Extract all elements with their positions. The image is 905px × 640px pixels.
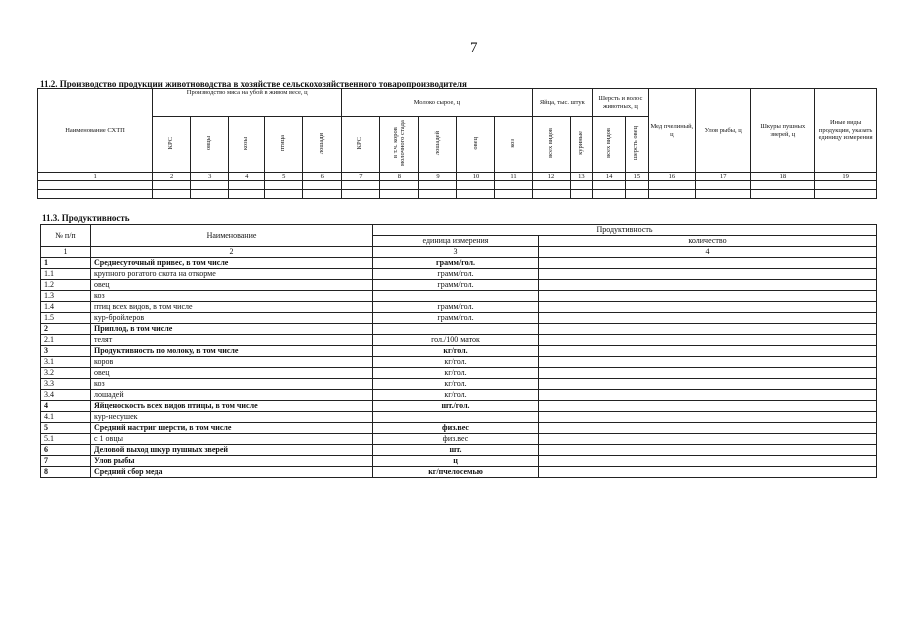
- row-name: с 1 овцы: [91, 434, 373, 445]
- col-number-7: 7: [342, 173, 380, 181]
- empty-cell[interactable]: [38, 190, 153, 199]
- empty-cell[interactable]: [419, 181, 457, 190]
- row-name: кур-бройлеров: [91, 313, 373, 324]
- col-header-productivity: Продуктивность: [373, 225, 877, 236]
- row-unit: физ.вес: [373, 434, 539, 445]
- col-number-1: 1: [38, 173, 153, 181]
- empty-cell[interactable]: [495, 190, 532, 199]
- empty-cell[interactable]: [815, 190, 877, 199]
- table-row: [41, 324, 877, 335]
- subheader-cell: [570, 117, 593, 173]
- subheader-wool-2: шерсть овец: [632, 126, 640, 161]
- empty-row: [38, 190, 877, 199]
- subheader-cell: [380, 117, 419, 173]
- row-quantity[interactable]: [539, 335, 877, 346]
- livestock-production-table: [37, 88, 877, 199]
- row-num: 6: [41, 445, 91, 456]
- col-number-18: 18: [751, 173, 815, 181]
- row-name: кур-несушек: [91, 412, 373, 423]
- table-row: [41, 379, 877, 390]
- empty-cell[interactable]: [532, 181, 570, 190]
- row-name: овец: [91, 368, 373, 379]
- row-quantity[interactable]: [539, 346, 877, 357]
- col-number-4: 4: [229, 173, 265, 181]
- empty-cell[interactable]: [751, 190, 815, 199]
- table-row: [41, 423, 877, 434]
- col-header-other: Иные виды продукции, указать единицу измерения: [815, 89, 877, 173]
- row-quantity[interactable]: [539, 467, 877, 478]
- empty-cell[interactable]: [191, 181, 229, 190]
- row-unit: физ.вес: [373, 423, 539, 434]
- table-row: [41, 412, 877, 423]
- empty-cell[interactable]: [695, 190, 751, 199]
- subheader-cell: [495, 117, 532, 173]
- row-num: 2: [41, 324, 91, 335]
- row-quantity[interactable]: [539, 280, 877, 291]
- col-header-num: № п/п: [41, 225, 91, 247]
- row-quantity[interactable]: [539, 291, 877, 302]
- col-number-5: 5: [265, 173, 303, 181]
- empty-cell[interactable]: [648, 190, 695, 199]
- table-row: [41, 291, 877, 302]
- subheader-meat-3: козы: [242, 136, 250, 150]
- empty-cell[interactable]: [229, 190, 265, 199]
- col-header-unit: единица измерения: [373, 236, 539, 247]
- row-num: 1.1: [41, 269, 91, 280]
- productivity-table: [40, 224, 877, 478]
- subheader-cell: [265, 117, 303, 173]
- row-num: 8: [41, 467, 91, 478]
- col-number: 2: [91, 247, 373, 258]
- table-row: [41, 368, 877, 379]
- col-header-honey: Мед пчелиный, ц: [648, 89, 695, 173]
- row-num: 4.1: [41, 412, 91, 423]
- table-row: [41, 269, 877, 280]
- row-quantity[interactable]: [539, 258, 877, 269]
- row-num: 1.4: [41, 302, 91, 313]
- subheader-milk-3: лошадей: [433, 131, 441, 156]
- row-quantity[interactable]: [539, 434, 877, 445]
- table-row: [41, 258, 877, 269]
- col-number: 1: [41, 247, 91, 258]
- row-name: овец: [91, 280, 373, 291]
- row-name: телят: [91, 335, 373, 346]
- row-unit: кг/гол.: [373, 357, 539, 368]
- row-num: 3.2: [41, 368, 91, 379]
- row-unit: грамм/гол.: [373, 280, 539, 291]
- row-quantity[interactable]: [539, 324, 877, 335]
- row-num: 1: [41, 258, 91, 269]
- col-number-19: 19: [815, 173, 877, 181]
- subheader-milk-5: коз: [509, 138, 517, 148]
- row-unit: [373, 291, 539, 302]
- col-header-name: Наименование: [91, 225, 373, 247]
- row-unit: грамм/гол.: [373, 313, 539, 324]
- empty-cell[interactable]: [495, 181, 532, 190]
- row-quantity[interactable]: [539, 269, 877, 280]
- empty-cell[interactable]: [191, 190, 229, 199]
- row-num: 3.1: [41, 357, 91, 368]
- section-11-3-title: 11.3. Продуктивность: [42, 213, 130, 223]
- row-name: коз: [91, 291, 373, 302]
- subheader-meat-5: лошади: [317, 132, 325, 154]
- subheader-eggs-2: куриные: [576, 131, 584, 156]
- empty-cell[interactable]: [593, 190, 626, 199]
- subheader-cell: [229, 117, 265, 173]
- group-header-milk: Молоко сырое, ц: [342, 89, 532, 117]
- row-unit: [373, 324, 539, 335]
- empty-cell[interactable]: [153, 181, 191, 190]
- empty-cell[interactable]: [532, 190, 570, 199]
- row-unit: кг/гол.: [373, 346, 539, 357]
- row-name: Средний сбор меда: [91, 467, 373, 478]
- row-num: 1.2: [41, 280, 91, 291]
- subheader-cell: [457, 117, 495, 173]
- empty-cell[interactable]: [593, 181, 626, 190]
- col-header-furs: Шкуры пушных зверей, ц: [751, 89, 815, 173]
- subheader-cell: [191, 117, 229, 173]
- empty-cell[interactable]: [229, 181, 265, 190]
- row-name: Приплод, в том числе: [91, 324, 373, 335]
- row-quantity[interactable]: [539, 379, 877, 390]
- col-number-8: 8: [380, 173, 419, 181]
- empty-cell[interactable]: [457, 181, 495, 190]
- col-number-16: 16: [648, 173, 695, 181]
- row-name: птиц всех видов, в том числе: [91, 302, 373, 313]
- empty-cell[interactable]: [626, 190, 649, 199]
- empty-row: [38, 181, 877, 190]
- row-num: 3.4: [41, 390, 91, 401]
- subheader-eggs-1: всех видов: [546, 128, 554, 159]
- row-quantity[interactable]: [539, 423, 877, 434]
- col-header-quantity: количество: [539, 236, 877, 247]
- col-number-14: 14: [593, 173, 626, 181]
- table-row: [41, 434, 877, 445]
- row-name: лошадей: [91, 390, 373, 401]
- row-name: коз: [91, 379, 373, 390]
- empty-cell[interactable]: [342, 181, 380, 190]
- row-quantity[interactable]: [539, 357, 877, 368]
- empty-cell[interactable]: [380, 181, 419, 190]
- row-name: Деловой выход шкур пушных зверей: [91, 445, 373, 456]
- empty-cell[interactable]: [815, 181, 877, 190]
- row-name: крупного рогатого скота на откорме: [91, 269, 373, 280]
- col-header-name: Наименование СХТП: [38, 89, 153, 173]
- row-quantity[interactable]: [539, 368, 877, 379]
- subheader-meat-2: овцы: [205, 136, 213, 151]
- row-unit: [373, 412, 539, 423]
- subheader-cell: [532, 117, 570, 173]
- row-unit: кг/пчелосемью: [373, 467, 539, 478]
- group-header-eggs: Яйца, тыс. штук: [532, 89, 593, 117]
- col-number-3: 3: [191, 173, 229, 181]
- row-num: 7: [41, 456, 91, 467]
- row-num: 2.1: [41, 335, 91, 346]
- empty-cell[interactable]: [265, 181, 303, 190]
- table-row: [41, 401, 877, 412]
- row-num: 5: [41, 423, 91, 434]
- empty-cell[interactable]: [38, 181, 153, 190]
- empty-cell[interactable]: [153, 190, 191, 199]
- col-number-2: 2: [153, 173, 191, 181]
- row-num: 3: [41, 346, 91, 357]
- col-number: 3: [373, 247, 539, 258]
- subheader-milk-1: КРС: [356, 137, 364, 150]
- subheader-meat-4: птица: [279, 135, 287, 152]
- table-row: [41, 280, 877, 291]
- row-unit: грамм/гол.: [373, 269, 539, 280]
- empty-cell[interactable]: [303, 190, 342, 199]
- empty-cell[interactable]: [419, 190, 457, 199]
- group-header-meat: Производство мяса на убой в живом весе, ц: [153, 89, 342, 117]
- row-quantity[interactable]: [539, 401, 877, 412]
- col-number-15: 15: [626, 173, 649, 181]
- group-header-wool: Шерсть и волос животных, ц: [593, 89, 649, 117]
- col-number-11: 11: [495, 173, 532, 181]
- row-name: Продуктивность по молоку, в том числе: [91, 346, 373, 357]
- row-quantity[interactable]: [539, 302, 877, 313]
- page-number: 7: [470, 40, 478, 56]
- row-num: 4: [41, 401, 91, 412]
- row-quantity[interactable]: [539, 445, 877, 456]
- row-num: 3.3: [41, 379, 91, 390]
- table-row: [41, 390, 877, 401]
- table-row: [41, 456, 877, 467]
- row-name: Улов рыбы: [91, 456, 373, 467]
- section-11-2-title: 11.2. Производство продукции животноводства в хозяйстве сельскохозяйственного товаропроизводителя: [40, 79, 467, 89]
- col-header-fish: Улов рыбы, ц: [695, 89, 751, 173]
- row-unit: ц: [373, 456, 539, 467]
- subheader-wool-1: всех видов: [604, 128, 612, 159]
- row-name: Яйценоскость всех видов птицы, в том числе: [91, 401, 373, 412]
- col-number-10: 10: [457, 173, 495, 181]
- empty-cell[interactable]: [570, 181, 593, 190]
- empty-cell[interactable]: [751, 181, 815, 190]
- empty-cell[interactable]: [380, 190, 419, 199]
- subheader-cell: [419, 117, 457, 173]
- subheader-meat-1: КРС: [167, 137, 175, 150]
- empty-cell[interactable]: [457, 190, 495, 199]
- row-unit: шт.: [373, 445, 539, 456]
- empty-cell[interactable]: [303, 181, 342, 190]
- col-number-12: 12: [532, 173, 570, 181]
- table-row: [41, 335, 877, 346]
- row-name: Средний настриг шерсти, в том числе: [91, 423, 373, 434]
- row-quantity[interactable]: [539, 313, 877, 324]
- row-quantity[interactable]: [539, 412, 877, 423]
- subheader-cell: [593, 117, 626, 173]
- row-unit: кг/гол.: [373, 390, 539, 401]
- subheader-cell: [626, 117, 649, 173]
- table-row: [41, 357, 877, 368]
- row-name: коров: [91, 357, 373, 368]
- empty-cell[interactable]: [570, 190, 593, 199]
- subheader-cell: [342, 117, 380, 173]
- table-row: [41, 313, 877, 324]
- row-unit: кг/гол.: [373, 379, 539, 390]
- row-unit: кг/гол.: [373, 368, 539, 379]
- table-row: [41, 346, 877, 357]
- subheader-cell: [303, 117, 342, 173]
- empty-cell[interactable]: [342, 190, 380, 199]
- subheader-milk-2: в т.ч. коров молочного стада: [391, 120, 406, 167]
- col-number-6: 6: [303, 173, 342, 181]
- empty-cell[interactable]: [626, 181, 649, 190]
- table-row: [41, 302, 877, 313]
- row-num: 1.3: [41, 291, 91, 302]
- column-number-row: [38, 173, 877, 181]
- empty-cell[interactable]: [695, 181, 751, 190]
- row-unit: грамм/гол.: [373, 302, 539, 313]
- col-number-17: 17: [695, 173, 751, 181]
- table-row: [41, 467, 877, 478]
- empty-cell[interactable]: [265, 190, 303, 199]
- subheader-milk-4: овец: [471, 136, 479, 150]
- row-unit: гол./100 маток: [373, 335, 539, 346]
- col-number: 4: [539, 247, 877, 258]
- col-number-9: 9: [419, 173, 457, 181]
- row-num: 1.5: [41, 313, 91, 324]
- col-number-13: 13: [570, 173, 593, 181]
- subheader-cell: [153, 117, 191, 173]
- row-quantity[interactable]: [539, 390, 877, 401]
- row-unit: шт./гол.: [373, 401, 539, 412]
- empty-cell[interactable]: [648, 181, 695, 190]
- row-unit: грамм/гол.: [373, 258, 539, 269]
- row-quantity[interactable]: [539, 456, 877, 467]
- row-name: Среднесуточный привес, в том числе: [91, 258, 373, 269]
- row-num: 5.1: [41, 434, 91, 445]
- table-row: [41, 445, 877, 456]
